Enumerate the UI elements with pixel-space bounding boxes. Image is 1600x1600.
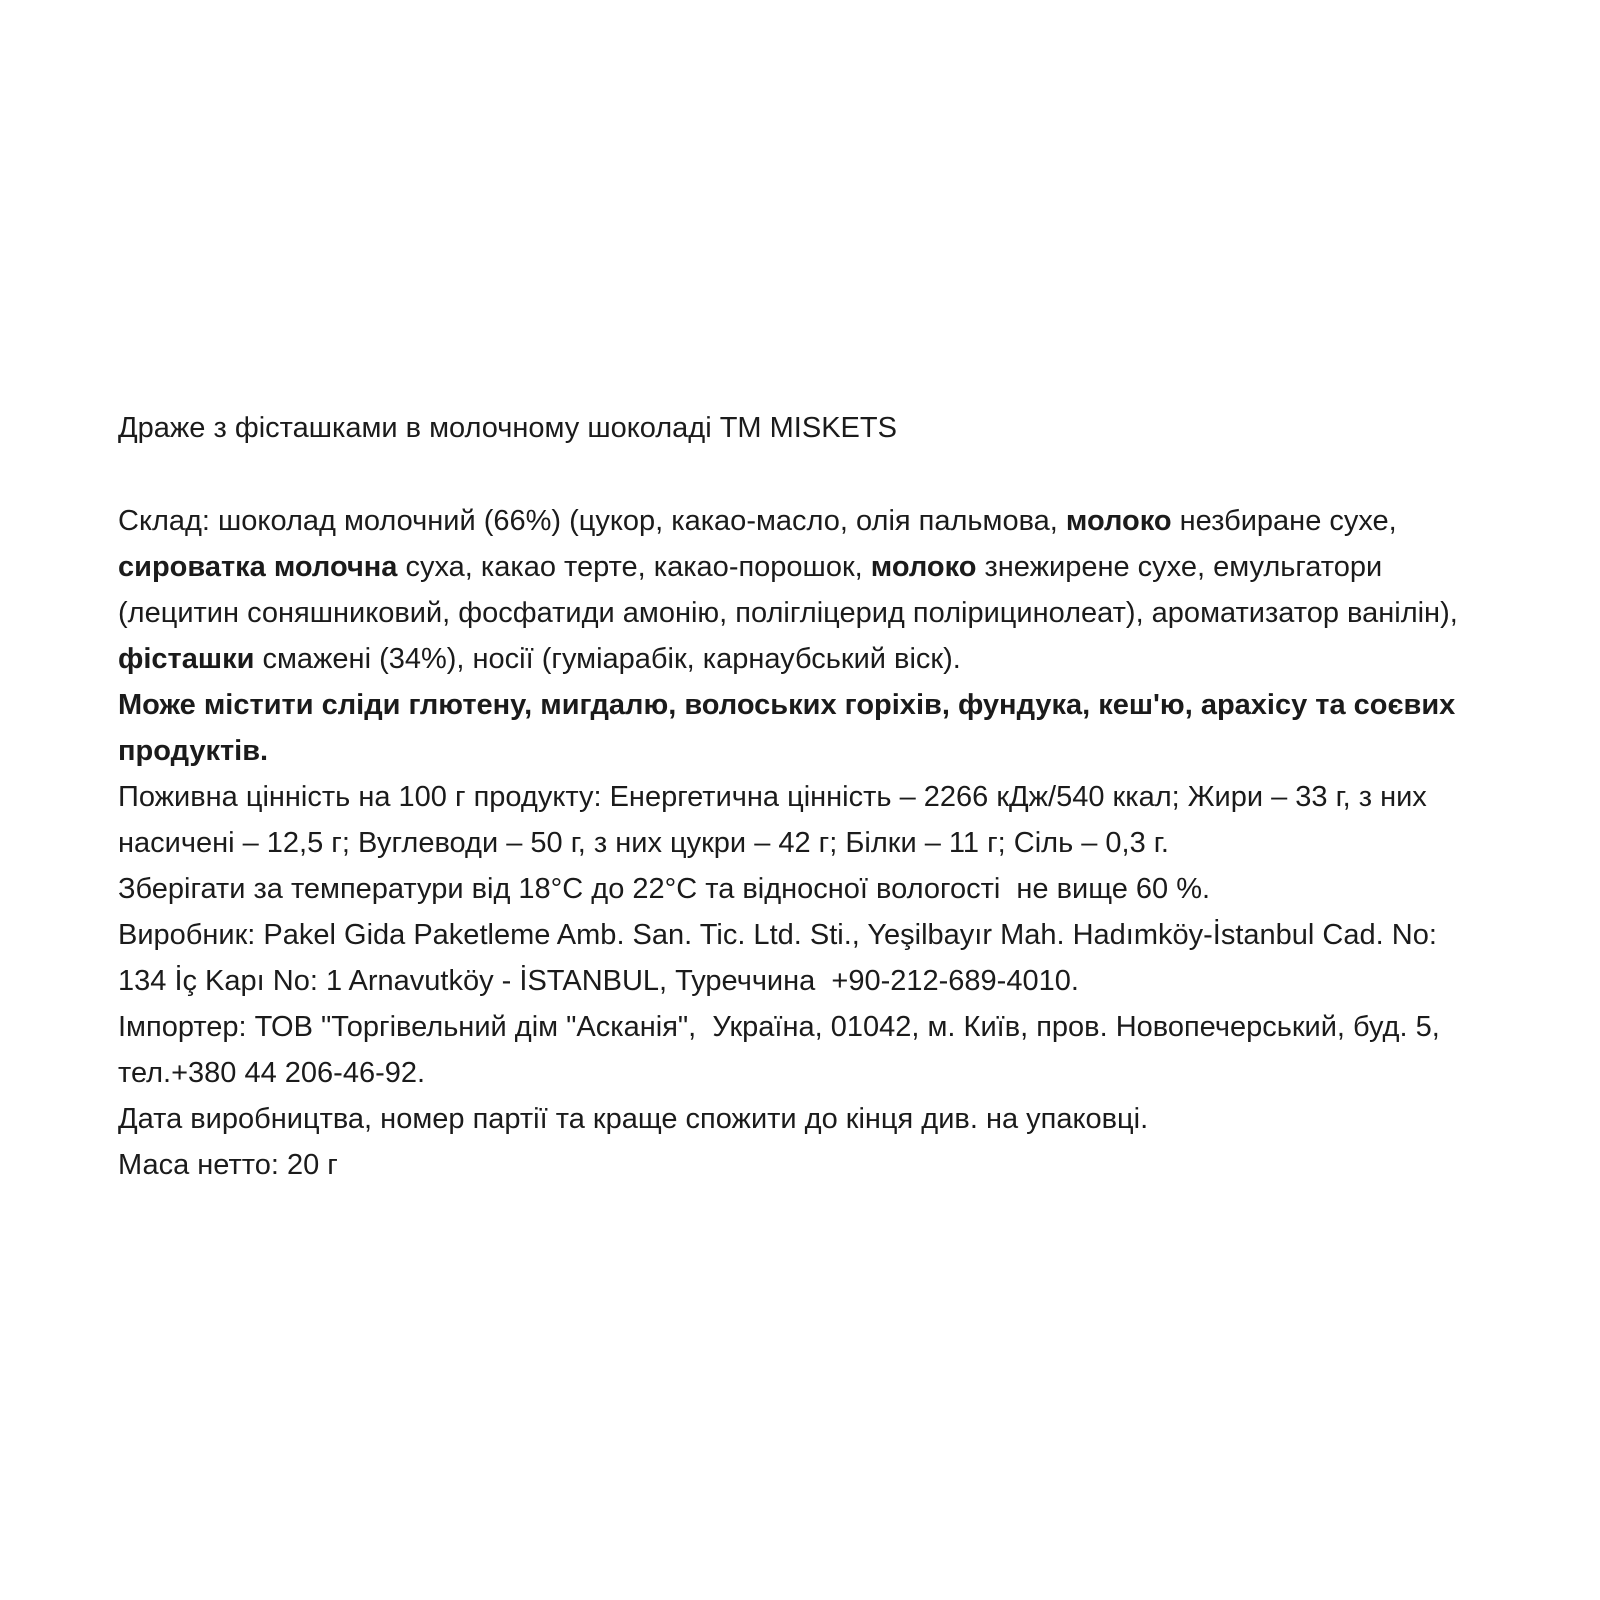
paragraph-manufacturer: Виробник: Pakel Gida Paketleme Amb. San. Tic. Ltd. Sti., Yeşilbayır Mah. Hadımköy-İstanbul Cad. No: 134 İç Kapı No: 1 Arnavutköy - İSTANBUL, Туреччина +90-212-689-4010.: [118, 919, 1445, 997]
product-title: Драже з фісташками в молочному шоколаді ТМ MISKETS: [118, 412, 897, 444]
paragraph-production-date-note: Дата виробництва, номер партії та краще спожити до кінця див. на упаковці.: [118, 1103, 1149, 1135]
paragraph-composition: Склад: шоколад молочний (66%) (цукор, какао-масло, олія пальмова, молоко незбиране сухе, сироватка молочна суха, какао терте, какао-порошок, молоко знежирене сухе, емульгатори (лецитин соняшниковий, фосфатиди амонію, полігліцерид полірицинолеат), ароматизатор ванілін), фісташки смажені (34%), носії (гуміарабік, карнаубський віск).: [118, 505, 1466, 675]
paragraph-nutrition-facts: Поживна цінність на 100 г продукту: Енергетична цінність – 2266 кДж/540 ккал; Жири – 33 г, з них насичені – 12,5 г; Вуглеводи – 50 г, з них цукри – 42 г; Білки – 11 г; Сіль – 0,3 г.: [118, 781, 1435, 859]
paragraph-storage-conditions: Зберігати за температури від 18°С до 22°С та відносної вологості не вище 60 %.: [118, 873, 1211, 905]
paragraph-importer: Імпортер: ТОВ "Торгівельний дім "Асканія", Україна, 01042, м. Київ, пров. Новопечерський, буд. 5, тел.+380 44 206-46-92.: [118, 1011, 1448, 1089]
paragraph-allergen-warning: Може містити сліди глютену, мигдалю, волоських горіхів, фундука, кеш'ю, арахісу та соєвих продуктів.: [118, 689, 1464, 767]
paragraph-net-weight: Маса нетто: 20 г: [118, 1149, 338, 1181]
product-description-document: [118, 405, 1493, 1188]
